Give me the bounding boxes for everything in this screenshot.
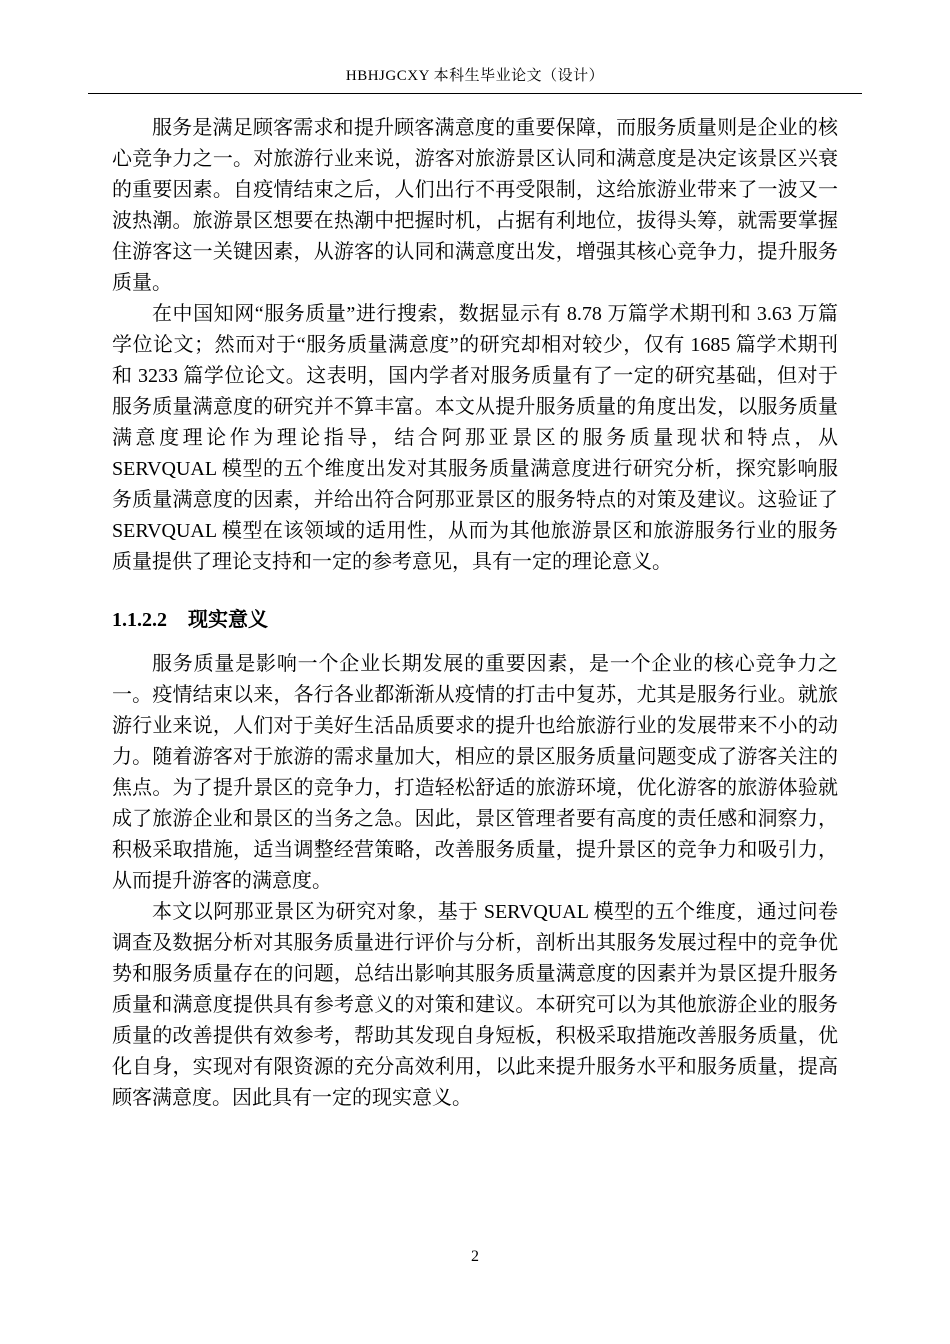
page-footer: [0, 1248, 950, 1266]
paragraph: 在中国知网“服务质量”进行搜索，数据显示有 8.78 万篇学术期刊和 3.63 万篇学位论文；然而对于“服务质量满意度”的研究却相对较少，仅有 1685 篇学术期刊和 3233 篇学位论文。这表明，国内学者对服务质量有了一定的研究基础，但对于服务质量满意度的研究并不算丰富。本文从提升服务质量的角度出发，以服务质量满意度理论作为理论指导，结合阿那亚景区的服务质量现状和特点，从 SERVQUAL 模型的五个维度出发对其服务质量满意度进行研究分析，探究影响服务质量满意度的因素，并给出符合阿那亚景区的服务特点的对策及建议。这验证了 SERVQUAL 模型在该领域的适用性，从而为其他旅游景区和旅游服务行业的服务质量提供了理论支持和一定的参考意见，具有一定的理论意义。: [112, 303, 838, 573]
header-title: HBHJGCXY 本科生毕业论文（设计）: [345, 68, 605, 84]
page-header: [88, 64, 862, 94]
section-title: 现实意义: [188, 609, 268, 631]
paragraph: 服务质量是影响一个企业长期发展的重要因素，是一个企业的核心竞争力之一。疫情结束以来，各行各业都渐渐从疫情的打击中复苏，尤其是服务行业。就旅游行业来说，人们对于美好生活品质要求的提升也给旅游行业的发展带来不小的动力。随着游客对于旅游的需求量加大，相应的景区服务质量问题变成了游客关注的焦点。为了提升景区的竞争力，打造轻松舒适的旅游环境，优化游客的旅游体验就成了旅游企业和景区的当务之急。因此，景区管理者要有高度的责任感和洞察力，积极采取措施，适当调整经营策略，改善服务质量，提升景区的竞争力和吸引力，从而提升游客的满意度。: [112, 653, 838, 892]
paragraph: 服务是满足顾客需求和提升顾客满意度的重要保障，而服务质量则是企业的核心竞争力之一。对旅游行业来说，游客对旅游景区认同和满意度是决定该景区兴衰的重要因素。自疫情结束之后，人们出行不再受限制，这给旅游业带来了一波又一波热潮。旅游景区想要在热潮中把握时机，占据有利地位，拔得头筹，就需要掌握住游客这一关键因素，从游客的认同和满意度出发，增强其核心竞争力，提升服务质量。: [112, 117, 838, 294]
section-heading: [112, 605, 838, 636]
page-number: 2: [471, 1248, 479, 1265]
section-number: 1.1.2.2: [112, 609, 167, 631]
document-body: [112, 113, 838, 1114]
paragraph: 本文以阿那亚景区为研究对象，基于 SERVQUAL 模型的五个维度，通过问卷调查及数据分析对其服务质量进行评价与分析，剖析出其服务发展过程中的竞争优势和服务质量存在的问题，总结出影响其服务质量满意度的因素并为景区提升服务质量和满意度提供具有参考意义的对策和建议。本研究可以为其他旅游企业的服务质量的改善提供有效参考，帮助其发现自身短板，积极采取措施改善服务质量，优化自身，实现对有限资源的充分高效利用，以此来提升服务水平和服务质量，提高顾客满意度。因此具有一定的现实意义。: [112, 901, 838, 1109]
